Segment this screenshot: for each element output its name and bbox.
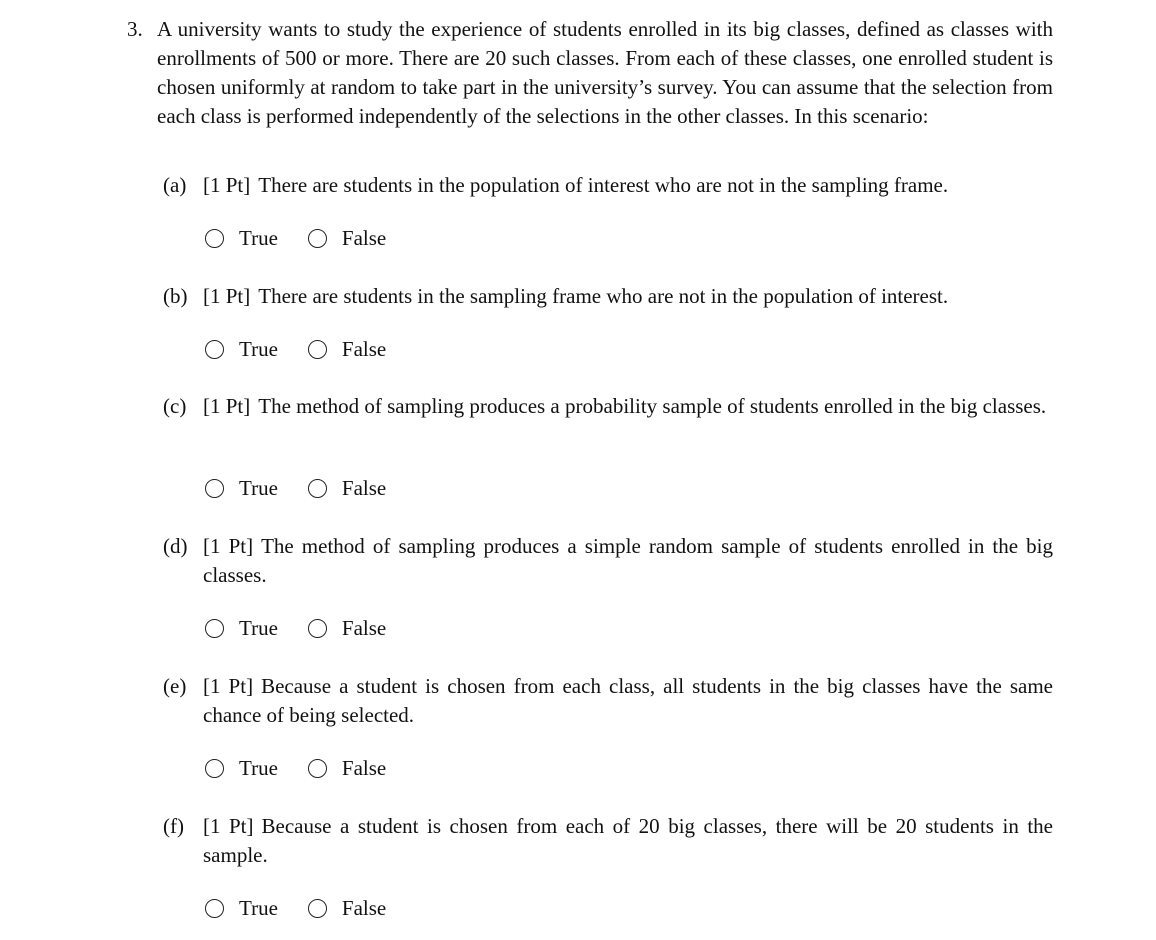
question-stem: A university wants to study the experience of students enrolled in its big classes, defined as classes with enrollments of 500 or more. There are 20 such classes. From each of these classes, one enrolled student is chosen uniformly at random to take part in the university’s survey. You can assume that the selection from each class is performed independently of the selections in the other classes. In this scenario: [157, 17, 1053, 128]
part-prompt [203, 532, 1053, 590]
part-statement: There are students in the sampling frame who are not in the population of interest. [258, 284, 949, 308]
radio-circle-icon[interactable] [308, 229, 327, 248]
option-label: False [341, 756, 387, 780]
part-prompt [203, 392, 1053, 421]
radio-circle-icon[interactable] [308, 619, 327, 638]
option-label: True [239, 337, 278, 361]
points-label: [1 Pt] [203, 674, 254, 698]
radio-circle-icon[interactable] [308, 479, 327, 498]
part-statement: Because a student is chosen from each class, all students in the big classes have the same chance of being selected. [203, 674, 1054, 727]
part-f [163, 812, 1053, 870]
option-label: False [341, 337, 387, 361]
part-statement: The method of sampling produces a probability sample of students enrolled in the big classes. [258, 394, 1047, 418]
option-false[interactable] [308, 224, 386, 252]
option-true[interactable] [205, 335, 278, 363]
part-statement: There are students in the population of interest who are not in the sampling frame. [258, 173, 949, 197]
option-true[interactable] [205, 894, 278, 922]
part-prompt [203, 672, 1053, 730]
part-b [163, 282, 1053, 311]
radio-circle-icon[interactable] [205, 340, 224, 359]
radio-circle-icon[interactable] [308, 899, 327, 918]
part-prompt [203, 171, 1053, 200]
part-e [163, 672, 1053, 730]
radio-circle-icon[interactable] [205, 759, 224, 778]
option-label: True [239, 616, 278, 640]
part-prompt [203, 812, 1053, 870]
option-false[interactable] [308, 614, 386, 642]
points-label: [1 Pt] [203, 534, 254, 558]
option-true[interactable] [205, 614, 278, 642]
part-c-options [205, 474, 416, 502]
option-true[interactable] [205, 754, 278, 782]
question-3 [127, 15, 1054, 920]
part-statement: Because a student is chosen from each of 20 big classes, there will be 20 students in the sample. [203, 814, 1053, 867]
part-statement: The method of sampling produces a simple random sample of students enrolled in the big classes. [203, 534, 1053, 587]
question-number: 3. [127, 17, 143, 41]
radio-circle-icon[interactable] [205, 229, 224, 248]
part-label: (d) [163, 534, 188, 558]
radio-circle-icon[interactable] [205, 619, 224, 638]
radio-circle-icon[interactable] [205, 479, 224, 498]
part-label: (e) [163, 674, 187, 698]
part-e-options [205, 754, 416, 782]
option-label: False [341, 616, 387, 640]
radio-circle-icon[interactable] [205, 899, 224, 918]
points-label: [1 Pt] [203, 284, 251, 308]
part-label: (f) [163, 814, 184, 838]
question-parts [127, 15, 1053, 940]
option-false[interactable] [308, 754, 386, 782]
part-label: (c) [163, 394, 187, 418]
option-label: False [341, 226, 387, 250]
points-label: [1 Pt] [203, 814, 254, 838]
radio-circle-icon[interactable] [308, 340, 327, 359]
option-label: True [239, 226, 278, 250]
option-label: True [239, 476, 278, 500]
part-f-options [205, 894, 416, 922]
option-false[interactable] [308, 335, 386, 363]
option-false[interactable] [308, 474, 386, 502]
part-d [163, 532, 1053, 590]
part-b-options [205, 335, 416, 363]
part-label: (a) [163, 173, 187, 197]
option-label: False [341, 476, 387, 500]
part-label: (b) [163, 284, 188, 308]
option-label: False [341, 896, 387, 920]
option-true[interactable] [205, 474, 278, 502]
option-label: True [239, 756, 278, 780]
option-true[interactable] [205, 224, 278, 252]
points-label: [1 Pt] [203, 394, 251, 418]
part-a-options [205, 224, 416, 252]
part-prompt [203, 282, 1053, 311]
part-a [163, 171, 1053, 200]
option-label: True [239, 896, 278, 920]
radio-circle-icon[interactable] [308, 759, 327, 778]
part-d-options [205, 614, 416, 642]
option-false[interactable] [308, 894, 386, 922]
part-c [163, 392, 1053, 421]
points-label: [1 Pt] [203, 173, 251, 197]
